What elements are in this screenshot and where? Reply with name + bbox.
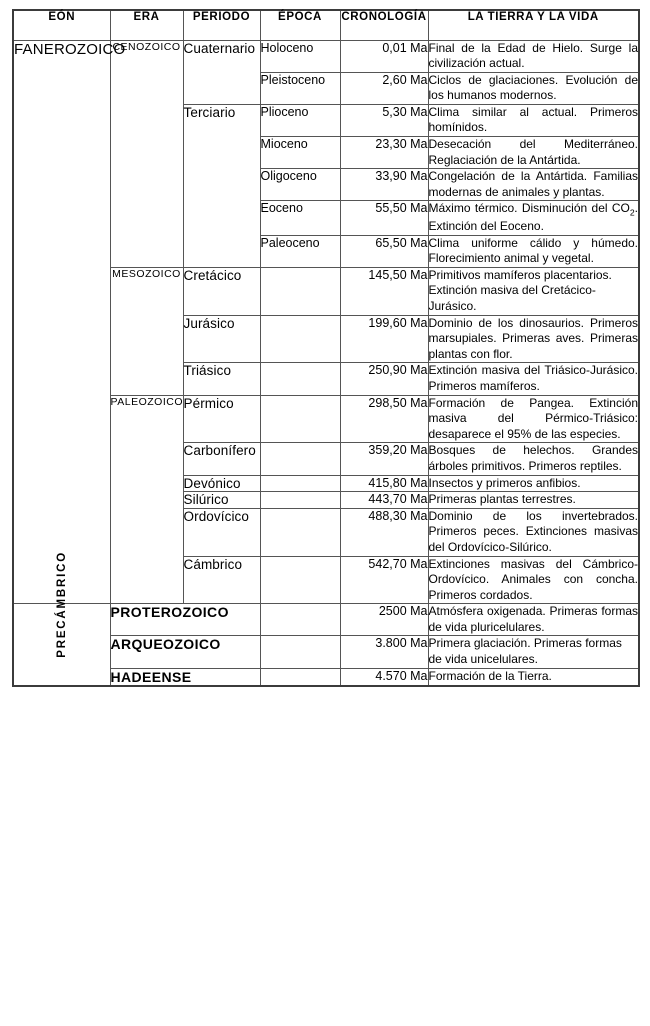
epoch-cell xyxy=(260,315,340,363)
table-body xyxy=(13,40,639,686)
column-header-epoca: ÉPOCA xyxy=(260,10,340,40)
epoch-cell: Mioceno xyxy=(260,137,340,169)
chronology-cell: 55,50 Ma xyxy=(340,201,428,235)
period-cell-terciario: Terciario xyxy=(183,104,260,267)
epoch-cell xyxy=(260,668,340,686)
description-cell: Ciclos de glaciaciones. Evolución de los humanos modernos. xyxy=(428,72,639,104)
period-cell-carbonifero: Carbonífero xyxy=(183,443,260,475)
description-cell: Final de la Edad de Hielo. Surge la civilización actual. xyxy=(428,40,639,72)
epoch-cell xyxy=(260,443,340,475)
chronology-cell: 145,50 Ma xyxy=(340,267,428,315)
epoch-cell xyxy=(260,475,340,492)
description-cell: Formación de Pangea. Extinción masiva del Pérmico-Triásico: desaparece el 95% de las especies. xyxy=(428,395,639,443)
period-cell-permico: Pérmico xyxy=(183,395,260,443)
epoch-cell xyxy=(260,492,340,509)
period-cell-silurico: Silúrico xyxy=(183,492,260,509)
epoch-cell xyxy=(260,363,340,395)
description-cell: Bosques de helechos. Grandes árboles primitivos. Primeros reptiles. xyxy=(428,443,639,475)
column-header-periodo: PERIODO xyxy=(183,10,260,40)
chronology-cell: 443,70 Ma xyxy=(340,492,428,509)
description-cell: Congelación de la Antártida. Familias modernas de animales y plantas. xyxy=(428,169,639,201)
epoch-cell: Pleistoceno xyxy=(260,72,340,104)
epoch-cell xyxy=(260,604,340,636)
chronology-cell: 33,90 Ma xyxy=(340,169,428,201)
epoch-cell: Oligoceno xyxy=(260,169,340,201)
description-cell: Desecación del Mediterráneo. Reglaciación de la Antártida. xyxy=(428,137,639,169)
column-header-era: ERA xyxy=(110,10,183,40)
eon-cell-precambrico xyxy=(13,551,110,686)
epoch-cell xyxy=(260,395,340,443)
period-cell-cambrico: Cámbrico xyxy=(183,556,260,604)
description-cell: Clima uniforme cálido y húmedo. Florecimiento animal y vegetal. xyxy=(428,235,639,267)
era-cell-mesozoico: MESOZOICO xyxy=(110,267,183,395)
description-cell: Dominio de los dinosaurios. Primeros marsupiales. Primeras aves. Primeras plantas con flor. xyxy=(428,315,639,363)
description-cell: Clima similar al actual. Primeros homínidos. xyxy=(428,104,639,136)
description-cell: Extinción masiva del Triásico-Jurásico. Primeros mamíferos. xyxy=(428,363,639,395)
period-cell-cretacico: Cretácico xyxy=(183,267,260,315)
eon-cell-fanerozoico: FANEROZOICO xyxy=(13,40,110,604)
chronology-cell: 2,60 Ma xyxy=(340,72,428,104)
column-header-tierra-vida: LA TIERRA Y LA VIDA xyxy=(428,10,639,40)
era-cell-proterozoico: PROTEROZOICO xyxy=(110,604,260,636)
chronology-cell: 2500 Ma xyxy=(340,604,428,636)
eon-label-precambrico-rotated: PRECÁMBRICO xyxy=(55,551,68,659)
column-header-eon: EÓN xyxy=(13,10,110,40)
description-cell: Primera glaciación. Primeras formas de vida unicelulares. xyxy=(428,636,639,668)
epoch-cell: Paleoceno xyxy=(260,235,340,267)
period-cell-devonico: Devónico xyxy=(183,475,260,492)
era-cell-hadeense: HADEENSE xyxy=(110,668,260,686)
description-cell: Formación de la Tierra. xyxy=(428,668,639,686)
description-cell: Dominio de los invertebrados. Primeros peces. Extinciones masivas del Ordovícico-Silúrico. xyxy=(428,508,639,556)
geologic-time-scale-table xyxy=(12,9,638,1014)
description-cell: Extinciones masivas del Cámbrico-Ordovícico. Animales con concha. Primeros cordados. xyxy=(428,556,639,604)
epoch-cell: Holoceno xyxy=(260,40,340,72)
table-row xyxy=(13,604,639,636)
era-cell-arqueozoico: ARQUEOZOICO xyxy=(110,636,260,668)
description-cell: Primitivos mamíferos placentarios. Extinción masiva del Cretácico-Jurásico. xyxy=(428,267,639,315)
period-cell-jurasico: Jurásico xyxy=(183,315,260,363)
description-cell: Insectos y primeros anfibios. xyxy=(428,475,639,492)
chronology-cell: 488,30 Ma xyxy=(340,508,428,556)
epoch-cell: Eoceno xyxy=(260,201,340,235)
table-row xyxy=(13,40,639,72)
table xyxy=(12,9,640,687)
chronology-cell: 23,30 Ma xyxy=(340,137,428,169)
era-cell-paleozoico: PALEOZOICO xyxy=(110,395,183,604)
chronology-cell: 65,50 Ma xyxy=(340,235,428,267)
chronology-cell: 415,80 Ma xyxy=(340,475,428,492)
table-header xyxy=(13,10,639,40)
era-cell-cenozoico: CENOZOICO xyxy=(110,40,183,267)
chronology-cell: 250,90 Ma xyxy=(340,363,428,395)
period-cell-cuaternario: Cuaternario xyxy=(183,40,260,104)
header-row xyxy=(13,10,639,40)
period-cell-ordovicico: Ordovícico xyxy=(183,508,260,556)
epoch-cell xyxy=(260,556,340,604)
chronology-cell: 298,50 Ma xyxy=(340,395,428,443)
column-header-cronologia: CRONOLOGÍA xyxy=(340,10,428,40)
period-cell-triasico: Triásico xyxy=(183,363,260,395)
description-cell: Atmósfera oxigenada. Primeras formas de vida pluricelulares. xyxy=(428,604,639,636)
epoch-cell xyxy=(260,508,340,556)
chronology-cell: 199,60 Ma xyxy=(340,315,428,363)
chronology-cell: 542,70 Ma xyxy=(340,556,428,604)
description-cell: Máximo térmico. Disminución del $CO_2$. Extinción del Eoceno. xyxy=(428,201,639,235)
epoch-cell xyxy=(260,267,340,315)
epoch-cell: Plioceno xyxy=(260,104,340,136)
chronology-cell: 359,20 Ma xyxy=(340,443,428,475)
chronology-cell: 0,01 Ma xyxy=(340,40,428,72)
chronology-cell: 3.800 Ma xyxy=(340,636,428,668)
chronology-cell: 4.570 Ma xyxy=(340,668,428,686)
epoch-cell xyxy=(260,636,340,668)
description-cell: Primeras plantas terrestres. xyxy=(428,492,639,509)
chronology-cell: 5,30 Ma xyxy=(340,104,428,136)
